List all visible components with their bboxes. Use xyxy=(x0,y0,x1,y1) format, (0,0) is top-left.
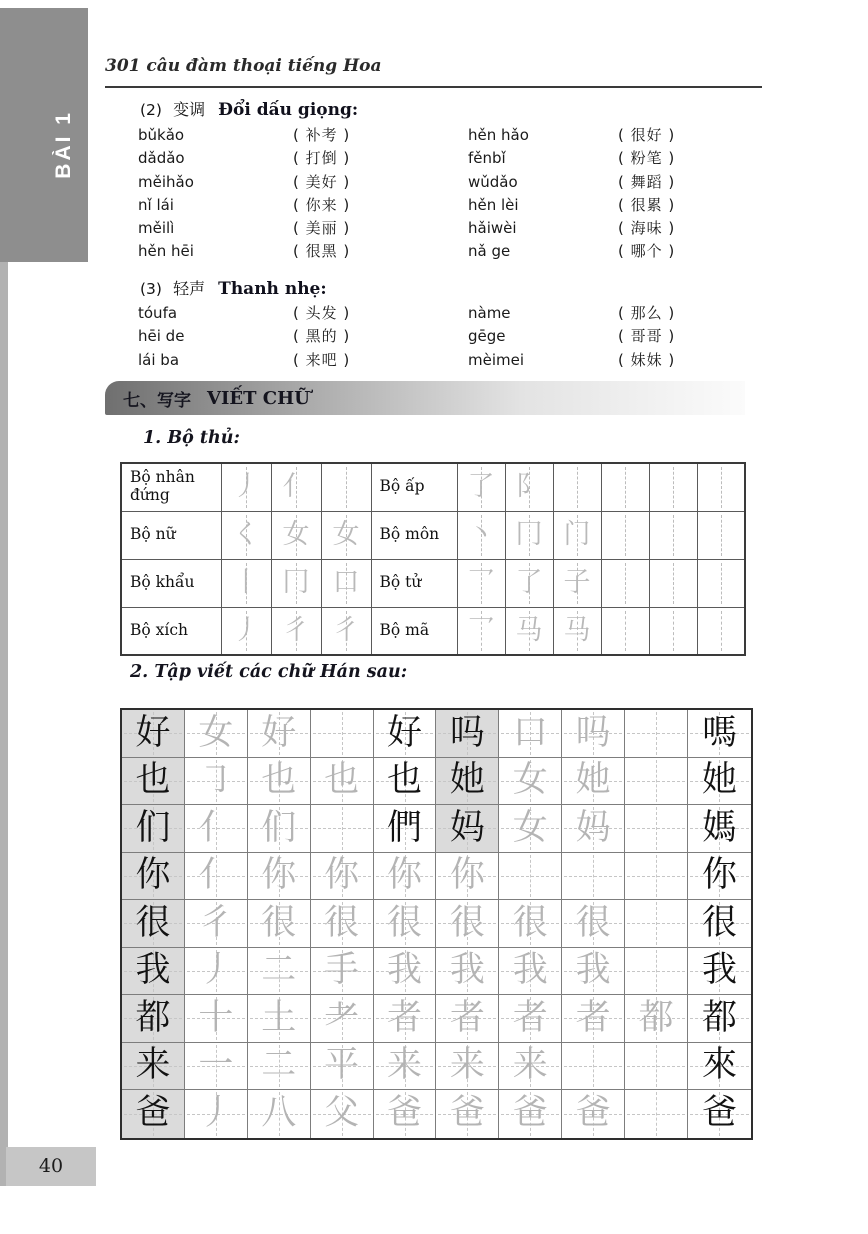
trace-character: 很 xyxy=(575,902,611,943)
practice-cell xyxy=(311,948,374,996)
tone-change-item-pinyin: bǔkǎo xyxy=(138,126,185,144)
practice-cell xyxy=(436,853,499,901)
radical-practice-cell xyxy=(457,463,505,511)
radical-table-row xyxy=(121,559,745,607)
practice-cell xyxy=(185,805,248,853)
practice-cell xyxy=(499,948,562,996)
radical-practice-cell xyxy=(321,463,371,511)
section-title-vietnamese: Thanh nhẹ: xyxy=(218,279,327,299)
practice-cell xyxy=(374,1090,437,1138)
practice-cell xyxy=(374,805,437,853)
practice-cell xyxy=(374,710,437,758)
radical-table-row xyxy=(121,463,745,511)
practice-cell xyxy=(122,948,185,996)
practice-cell xyxy=(562,1043,625,1091)
practice-cell xyxy=(688,758,751,806)
radical-practice-cell xyxy=(649,559,697,607)
practice-cell xyxy=(499,995,562,1043)
radical-practice-cell xyxy=(649,511,697,559)
practice-cell xyxy=(499,853,562,901)
trace-character: 亻 xyxy=(198,855,234,896)
trace-character: 好 xyxy=(261,712,297,753)
lesson-tab xyxy=(0,8,88,262)
section-title-vietnamese: Đổi dấu giọng: xyxy=(218,100,359,120)
radical-practice-table xyxy=(120,462,746,656)
radical-practice-cell xyxy=(553,607,601,655)
stroke-glyph: 女 xyxy=(282,519,310,550)
model-character: 你 xyxy=(701,855,737,896)
practice-cell xyxy=(122,758,185,806)
tone-change-item-pinyin: měilì xyxy=(138,219,175,238)
practice-cell xyxy=(185,995,248,1043)
practice-cell xyxy=(122,853,185,901)
radical-practice-cell xyxy=(457,511,505,559)
practice-cell xyxy=(562,948,625,996)
radical-practice-cell xyxy=(321,559,371,607)
radical-label: Bộ môn xyxy=(371,511,457,559)
neutral-tone-item-pinyin: tóufa xyxy=(138,304,178,322)
trace-character: 手 xyxy=(324,950,360,991)
section-title-chinese: 变调 xyxy=(173,100,206,119)
trace-character: 很 xyxy=(387,902,423,943)
practice-cell xyxy=(562,995,625,1043)
practice-cell xyxy=(248,1090,311,1138)
neutral-tone-item-hanzi: ( 哥哥 ) xyxy=(618,327,676,346)
header-rule xyxy=(105,86,762,88)
trace-character: 女 xyxy=(512,807,548,848)
model-character: 来 xyxy=(135,1045,171,1086)
tone-change-item-hanzi: ( 很黑 ) xyxy=(293,242,351,261)
practice-cell xyxy=(374,948,437,996)
model-character: 也 xyxy=(387,760,423,801)
radical-practice-cell xyxy=(321,511,371,559)
neutral-tone-item-pinyin: gēge xyxy=(468,327,506,346)
practice-cell xyxy=(122,1090,185,1138)
practice-cell xyxy=(122,995,185,1043)
tone-change-item-pinyin: dǎdǎo xyxy=(138,149,185,168)
practice-cell xyxy=(185,758,248,806)
trace-character: 爸 xyxy=(575,1093,611,1134)
tone-change-item-hanzi: ( 打倒 ) xyxy=(293,149,351,168)
practice-cell xyxy=(436,805,499,853)
practice-cell xyxy=(625,1043,688,1091)
tone-change-item-pinyin: hěn hǎo xyxy=(468,126,529,144)
tone-change-item-hanzi: ( 美丽 ) xyxy=(293,219,351,238)
trace-character: 父 xyxy=(324,1093,360,1134)
radical-practice-cell xyxy=(271,463,321,511)
trace-character: 女 xyxy=(512,760,548,801)
stroke-glyph: 丨 xyxy=(232,567,260,598)
practice-cell xyxy=(185,1090,248,1138)
tone-change-item-pinyin: fěnbǐ xyxy=(468,149,506,168)
practice-cell xyxy=(311,710,374,758)
trace-character: 者 xyxy=(449,997,485,1038)
trace-character: 来 xyxy=(449,1045,485,1086)
stroke-glyph: 马 xyxy=(563,614,591,646)
practice-cell xyxy=(185,900,248,948)
stroke-glyph: 彳 xyxy=(282,614,310,646)
radical-practice-cell xyxy=(457,559,505,607)
book-title: 301 câu đàm thoại tiếng Hoa xyxy=(105,56,382,76)
radical-practice-cell xyxy=(221,607,271,655)
practice-cell xyxy=(311,1043,374,1091)
trace-character: 很 xyxy=(324,902,360,943)
model-character: 爸 xyxy=(135,1093,171,1134)
practice-cell xyxy=(688,1090,751,1138)
model-character: 都 xyxy=(701,997,737,1038)
tone-change-item-pinyin: wǔdǎo xyxy=(468,172,518,191)
practice-cell xyxy=(625,853,688,901)
practice-cell xyxy=(688,853,751,901)
trace-character: 我 xyxy=(512,950,548,991)
stroke-glyph: 门 xyxy=(563,519,591,550)
tone-change-item-hanzi: ( 哪个 ) xyxy=(618,242,676,261)
character-practice-heading: 2. Tập viết các chữ Hán sau: xyxy=(130,662,408,682)
sidebar-strip xyxy=(0,262,8,1186)
trace-character: 爸 xyxy=(512,1093,548,1134)
tone-change-item-pinyin: nǐ lái xyxy=(138,195,174,214)
radical-practice-cell xyxy=(601,607,649,655)
model-character: 妈 xyxy=(449,807,485,848)
practice-cell xyxy=(248,1043,311,1091)
practice-cell xyxy=(625,758,688,806)
radical-practice-cell xyxy=(271,559,321,607)
stroke-glyph: 冂 xyxy=(515,519,543,550)
neutral-tone-item-hanzi: ( 来吧 ) xyxy=(293,350,351,369)
neutral-tone-item-hanzi: ( 那么 ) xyxy=(618,304,676,322)
neutral-tone-vocab-list xyxy=(138,302,675,372)
writing-header-chinese: 七、写字 xyxy=(123,390,191,411)
radical-label: Bộ tử xyxy=(371,559,457,607)
stroke-glyph: 彳 xyxy=(332,614,360,646)
radical-table-row xyxy=(121,607,745,655)
practice-cell xyxy=(248,758,311,806)
practice-cell xyxy=(436,995,499,1043)
writing-section-header xyxy=(105,381,745,415)
practice-cell xyxy=(185,853,248,901)
practice-cell xyxy=(122,1043,185,1091)
model-character: 嗎 xyxy=(701,712,737,753)
practice-cell xyxy=(499,1090,562,1138)
trace-character: 丿 xyxy=(198,950,234,991)
practice-cell xyxy=(248,710,311,758)
tone-change-item-hanzi: ( 美好 ) xyxy=(293,172,351,191)
radical-practice-cell xyxy=(271,511,321,559)
neutral-tone-item-pinyin: mèimei xyxy=(468,350,525,369)
practice-cell xyxy=(688,710,751,758)
trace-character: 口 xyxy=(512,712,548,753)
radical-practice-cell xyxy=(553,559,601,607)
character-practice-grid xyxy=(120,708,753,1140)
stroke-glyph: 马 xyxy=(515,614,543,646)
stroke-glyph: く xyxy=(232,519,260,550)
practice-cell xyxy=(562,758,625,806)
tone-change-item-hanzi: ( 粉笔 ) xyxy=(618,149,676,168)
radical-practice-cell xyxy=(649,463,697,511)
radical-practice-cell xyxy=(697,463,745,511)
trace-character: 都 xyxy=(638,997,674,1038)
tone-change-item-pinyin: hěn lèi xyxy=(468,195,519,214)
radical-practice-cell xyxy=(505,511,553,559)
stroke-glyph: 阝 xyxy=(515,471,543,503)
practice-cell xyxy=(625,805,688,853)
radical-label: Bộ mã xyxy=(371,607,457,655)
trace-character: 女 xyxy=(198,712,234,753)
lesson-tab-label: BÀI 1 xyxy=(52,110,75,179)
model-character: 你 xyxy=(135,855,171,896)
practice-cell xyxy=(311,1090,374,1138)
practice-cell xyxy=(499,805,562,853)
radical-practice-cell xyxy=(321,607,371,655)
practice-cell xyxy=(499,710,562,758)
trace-character: 我 xyxy=(575,950,611,991)
writing-header-vietnamese: VIẾT CHỮ xyxy=(207,387,310,409)
trace-character: 爸 xyxy=(387,1093,423,1134)
tone-change-item-pinyin: hǎiwèi xyxy=(468,219,517,238)
practice-cell xyxy=(562,710,625,758)
tone-change-item-pinyin: nǎ ge xyxy=(468,242,511,261)
model-character: 她 xyxy=(701,760,737,801)
practice-cell xyxy=(625,710,688,758)
practice-cell xyxy=(688,900,751,948)
practice-cell xyxy=(248,805,311,853)
trace-character: 妈 xyxy=(575,807,611,848)
trace-character: 你 xyxy=(324,855,360,896)
practice-cell xyxy=(374,853,437,901)
model-character: 都 xyxy=(135,997,171,1038)
trace-character: 很 xyxy=(449,902,485,943)
model-character: 媽 xyxy=(701,807,737,848)
stroke-glyph: 乛 xyxy=(467,567,495,598)
practice-cell xyxy=(248,900,311,948)
model-character: 也 xyxy=(135,760,171,801)
section-number: (3) xyxy=(140,280,162,298)
stroke-glyph: 冂 xyxy=(282,567,310,598)
practice-cell xyxy=(436,948,499,996)
stroke-glyph: 口 xyxy=(332,567,360,598)
practice-cell xyxy=(122,900,185,948)
tone-change-item-pinyin: měihǎo xyxy=(138,172,194,191)
radical-practice-cell xyxy=(601,463,649,511)
radical-label: Bộ ấp xyxy=(371,463,457,511)
radical-practice-cell xyxy=(271,607,321,655)
trace-character: 爸 xyxy=(449,1093,485,1134)
trace-character: 你 xyxy=(387,855,423,896)
practice-cell xyxy=(122,710,185,758)
tone-change-item-hanzi: ( 你来 ) xyxy=(293,195,351,214)
model-character: 我 xyxy=(701,950,737,991)
model-character: 來 xyxy=(701,1045,737,1086)
trace-character: 也 xyxy=(261,760,297,801)
practice-cell xyxy=(688,805,751,853)
trace-character: 耂 xyxy=(324,997,360,1038)
trace-character: 她 xyxy=(575,760,611,801)
trace-character: 平 xyxy=(324,1045,360,1086)
trace-character: ㇆ xyxy=(198,760,234,801)
radical-practice-cell xyxy=(649,607,697,655)
section-tone-change-heading xyxy=(140,97,358,120)
tone-change-item-hanzi: ( 补考 ) xyxy=(293,126,351,144)
radical-practice-cell xyxy=(221,559,271,607)
model-character: 我 xyxy=(135,950,171,991)
stroke-glyph: 乛 xyxy=(467,614,495,646)
practice-cell xyxy=(248,995,311,1043)
tone-change-item-hanzi: ( 很好 ) xyxy=(618,126,676,144)
neutral-tone-item-pinyin: hēi de xyxy=(138,327,185,346)
practice-cell xyxy=(248,948,311,996)
practice-cell xyxy=(436,758,499,806)
practice-cell xyxy=(185,948,248,996)
radical-practice-cell xyxy=(505,607,553,655)
practice-cell xyxy=(248,853,311,901)
trace-character: 很 xyxy=(512,902,548,943)
practice-cell xyxy=(311,805,374,853)
practice-cell xyxy=(688,995,751,1043)
radical-practice-cell xyxy=(553,463,601,511)
neutral-tone-item-hanzi: ( 妹妹 ) xyxy=(618,350,676,369)
radical-practice-cell xyxy=(697,559,745,607)
model-character: 們 xyxy=(387,807,423,848)
practice-cell xyxy=(499,1043,562,1091)
trace-character: 亻 xyxy=(198,807,234,848)
radical-practice-cell xyxy=(601,511,649,559)
neutral-tone-item-hanzi: ( 头发 ) xyxy=(293,304,351,322)
model-character: 她 xyxy=(449,760,485,801)
practice-cell xyxy=(625,948,688,996)
tone-change-item-pinyin: hěn hēi xyxy=(138,242,194,261)
page-number: 40 xyxy=(38,1155,64,1177)
practice-cell xyxy=(436,1043,499,1091)
practice-cell xyxy=(625,900,688,948)
section-number: (2) xyxy=(140,101,162,119)
tone-change-item-hanzi: ( 海味 ) xyxy=(618,219,676,238)
tone-change-vocab-list xyxy=(138,124,675,264)
section-neutral-tone-heading xyxy=(140,276,327,299)
stroke-glyph: 女 xyxy=(332,519,360,550)
model-character: 吗 xyxy=(449,712,485,753)
radical-label: Bộ xích xyxy=(121,607,221,655)
practice-cell xyxy=(625,1090,688,1138)
trace-character: 十 xyxy=(198,997,234,1038)
section-title-chinese: 轻声 xyxy=(173,279,206,298)
practice-cell xyxy=(122,805,185,853)
stroke-glyph: 丿 xyxy=(232,471,260,503)
trace-character: 你 xyxy=(449,855,485,896)
practice-cell xyxy=(436,710,499,758)
radical-table-row xyxy=(121,511,745,559)
practice-cell xyxy=(688,1043,751,1091)
trace-character: 者 xyxy=(512,997,548,1038)
model-character: 好 xyxy=(135,712,171,753)
practice-cell xyxy=(688,948,751,996)
radical-practice-cell xyxy=(505,463,553,511)
trace-character: 八 xyxy=(261,1093,297,1134)
model-character: 很 xyxy=(701,902,737,943)
practice-cell xyxy=(625,995,688,1043)
trace-character: 一 xyxy=(198,1045,234,1086)
practice-cell xyxy=(374,995,437,1043)
trace-character: 二 xyxy=(261,950,297,991)
radical-practice-cell xyxy=(221,511,271,559)
practice-cell xyxy=(374,1043,437,1091)
trace-character: 者 xyxy=(575,997,611,1038)
trace-character: 土 xyxy=(261,997,297,1038)
trace-character: 很 xyxy=(261,902,297,943)
practice-cell xyxy=(185,710,248,758)
radical-practice-cell xyxy=(553,511,601,559)
trace-character: 二 xyxy=(261,1045,297,1086)
practice-cell xyxy=(499,758,562,806)
trace-character: 你 xyxy=(261,855,297,896)
practice-cell xyxy=(562,805,625,853)
stroke-glyph: 丿 xyxy=(232,614,260,646)
radicals-heading: 1. Bộ thủ: xyxy=(143,428,240,448)
stroke-glyph: 子 xyxy=(563,567,591,598)
practice-cell xyxy=(374,900,437,948)
radical-practice-cell xyxy=(697,511,745,559)
practice-cell xyxy=(562,853,625,901)
model-character: 好 xyxy=(387,712,423,753)
practice-cell xyxy=(562,1090,625,1138)
trace-character: 者 xyxy=(387,997,423,1038)
neutral-tone-item-hanzi: ( 黑的 ) xyxy=(293,327,351,346)
trace-character: 彳 xyxy=(198,902,234,943)
neutral-tone-item-pinyin: lái ba xyxy=(138,350,180,369)
tone-change-item-hanzi: ( 舞蹈 ) xyxy=(618,172,676,191)
radical-practice-cell xyxy=(221,463,271,511)
practice-cell xyxy=(311,995,374,1043)
radical-label: Bộ nữ xyxy=(121,511,221,559)
trace-character: 们 xyxy=(261,807,297,848)
trace-character: 我 xyxy=(387,950,423,991)
stroke-glyph: 了 xyxy=(515,567,543,598)
tone-change-item-hanzi: ( 很累 ) xyxy=(618,195,676,214)
stroke-glyph: 丶 xyxy=(467,519,495,550)
stroke-glyph: 亻 xyxy=(282,471,310,503)
trace-character: 来 xyxy=(387,1045,423,1086)
practice-cell xyxy=(499,900,562,948)
practice-cell xyxy=(436,1090,499,1138)
practice-cell xyxy=(311,758,374,806)
practice-cell xyxy=(311,900,374,948)
trace-character: 我 xyxy=(449,950,485,991)
trace-character: 丿 xyxy=(198,1093,234,1134)
radical-label: Bộ khẩu xyxy=(121,559,221,607)
stroke-glyph: 了 xyxy=(467,471,495,503)
practice-cell xyxy=(436,900,499,948)
radical-practice-cell xyxy=(601,559,649,607)
radical-practice-cell xyxy=(505,559,553,607)
practice-cell xyxy=(374,758,437,806)
practice-cell xyxy=(185,1043,248,1091)
practice-cell xyxy=(562,900,625,948)
model-character: 很 xyxy=(135,902,171,943)
radical-label: Bộ nhân đứng xyxy=(121,463,221,511)
page-number-bar xyxy=(6,1147,96,1186)
radical-practice-cell xyxy=(697,607,745,655)
neutral-tone-item-pinyin: nàme xyxy=(468,304,511,322)
model-character: 爸 xyxy=(701,1093,737,1134)
trace-character: 吗 xyxy=(575,712,611,753)
practice-cell xyxy=(311,853,374,901)
model-character: 们 xyxy=(135,807,171,848)
trace-character: 来 xyxy=(512,1045,548,1086)
trace-character: 也 xyxy=(324,760,360,801)
radical-practice-cell xyxy=(457,607,505,655)
